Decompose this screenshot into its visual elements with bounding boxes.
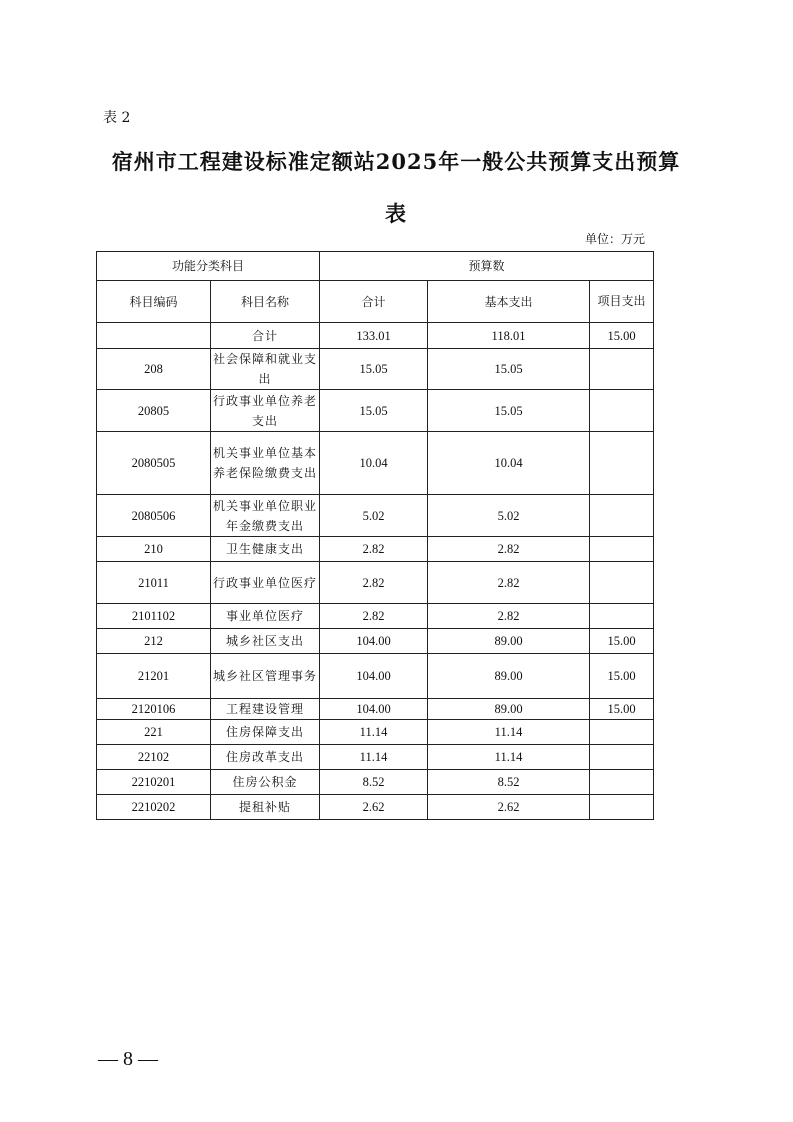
row-total: 11.14 xyxy=(320,745,428,770)
row-basic: 11.14 xyxy=(428,745,590,770)
table-row xyxy=(97,770,654,795)
row-total: 10.04 xyxy=(320,432,428,495)
budget-table xyxy=(96,251,654,820)
row-project xyxy=(590,349,654,390)
row-basic: 5.02 xyxy=(428,495,590,537)
row-name: 城乡社区管理事务 xyxy=(211,654,320,699)
row-total: 15.05 xyxy=(320,390,428,432)
unit-label: 单位：万元 xyxy=(584,232,645,246)
row-basic: 2.82 xyxy=(428,537,590,562)
row-code: 212 xyxy=(97,629,211,654)
row-total: 2.82 xyxy=(320,537,428,562)
row-basic: 11.14 xyxy=(428,720,590,745)
row-code: 21011 xyxy=(97,562,211,604)
row-basic: 89.00 xyxy=(428,654,590,699)
page-number: — 8 — xyxy=(98,1048,158,1070)
row-project: 15.00 xyxy=(590,654,654,699)
row-project: 15.00 xyxy=(590,699,654,720)
row-name: 住房改革支出 xyxy=(211,745,320,770)
title-line-1: 宿州市工程建设标准定额站2025年一般公共预算支出预算 xyxy=(111,149,681,174)
row-name: 机关事业单位职业年金缴费支出 xyxy=(211,495,320,537)
header-total: 合计 xyxy=(320,281,428,323)
header-code: 科目编码 xyxy=(97,281,211,323)
table-row xyxy=(97,390,654,432)
row-total: 104.00 xyxy=(320,699,428,720)
row-code: 221 xyxy=(97,720,211,745)
row-name: 社会保障和就业支出 xyxy=(211,349,320,390)
table-row xyxy=(97,720,654,745)
row-name: 城乡社区支出 xyxy=(211,629,320,654)
row-total: 8.52 xyxy=(320,770,428,795)
row-project xyxy=(590,562,654,604)
row-project xyxy=(590,720,654,745)
table-row xyxy=(97,349,654,390)
table-row xyxy=(97,495,654,537)
row-code: 2080506 xyxy=(97,495,211,537)
row-code: 2210201 xyxy=(97,770,211,795)
title-line-2: 表 xyxy=(385,201,407,226)
row-basic: 15.05 xyxy=(428,390,590,432)
header-name: 科目名称 xyxy=(211,281,320,323)
row-total: 133.01 xyxy=(320,323,428,349)
row-code: 2210202 xyxy=(97,795,211,820)
row-basic: 89.00 xyxy=(428,699,590,720)
row-code: 20805 xyxy=(97,390,211,432)
header-project: 项目支出 xyxy=(590,281,654,323)
row-basic: 8.52 xyxy=(428,770,590,795)
row-project xyxy=(590,390,654,432)
row-name: 工程建设管理 xyxy=(211,699,320,720)
row-total: 2.62 xyxy=(320,795,428,820)
row-total: 11.14 xyxy=(320,720,428,745)
row-total: 15.05 xyxy=(320,349,428,390)
row-name: 机关事业单位基本养老保险缴费支出 xyxy=(211,432,320,495)
header-functional-classification: 功能分类科目 xyxy=(97,252,320,281)
document-title xyxy=(96,146,696,228)
row-name: 住房保障支出 xyxy=(211,720,320,745)
table-row xyxy=(97,604,654,629)
row-project xyxy=(590,745,654,770)
table-label: 表 2 xyxy=(103,110,131,126)
row-name: 合计 xyxy=(211,323,320,349)
row-code: 2080505 xyxy=(97,432,211,495)
row-code: 2101102 xyxy=(97,604,211,629)
row-project xyxy=(590,795,654,820)
table-row xyxy=(97,562,654,604)
row-project: 15.00 xyxy=(590,629,654,654)
header-basic: 基本支出 xyxy=(428,281,590,323)
row-project xyxy=(590,770,654,795)
row-basic: 2.82 xyxy=(428,562,590,604)
row-project xyxy=(590,537,654,562)
row-name: 卫生健康支出 xyxy=(211,537,320,562)
row-basic: 118.01 xyxy=(428,323,590,349)
row-code: 22102 xyxy=(97,745,211,770)
row-name: 提租补贴 xyxy=(211,795,320,820)
row-total: 2.82 xyxy=(320,604,428,629)
table-row xyxy=(97,745,654,770)
table-row xyxy=(97,629,654,654)
row-project: 15.00 xyxy=(590,323,654,349)
row-total: 2.82 xyxy=(320,562,428,604)
row-total: 104.00 xyxy=(320,629,428,654)
row-code: 2120106 xyxy=(97,699,211,720)
table-row xyxy=(97,699,654,720)
row-code: 21201 xyxy=(97,654,211,699)
table-row xyxy=(97,323,654,349)
row-project xyxy=(590,604,654,629)
row-code: 208 xyxy=(97,349,211,390)
table-row xyxy=(97,654,654,699)
table-row xyxy=(97,795,654,820)
table-row xyxy=(97,432,654,495)
row-name: 行政事业单位医疗 xyxy=(211,562,320,604)
row-code: 210 xyxy=(97,537,211,562)
header-budget-amount: 预算数 xyxy=(320,252,654,281)
row-name: 行政事业单位养老支出 xyxy=(211,390,320,432)
row-project xyxy=(590,432,654,495)
row-total: 104.00 xyxy=(320,654,428,699)
row-basic: 10.04 xyxy=(428,432,590,495)
row-basic: 2.82 xyxy=(428,604,590,629)
row-project xyxy=(590,495,654,537)
row-name: 住房公积金 xyxy=(211,770,320,795)
row-basic: 89.00 xyxy=(428,629,590,654)
table-row xyxy=(97,537,654,562)
row-total: 5.02 xyxy=(320,495,428,537)
row-basic: 15.05 xyxy=(428,349,590,390)
row-code xyxy=(97,323,211,349)
row-basic: 2.62 xyxy=(428,795,590,820)
row-name: 事业单位医疗 xyxy=(211,604,320,629)
